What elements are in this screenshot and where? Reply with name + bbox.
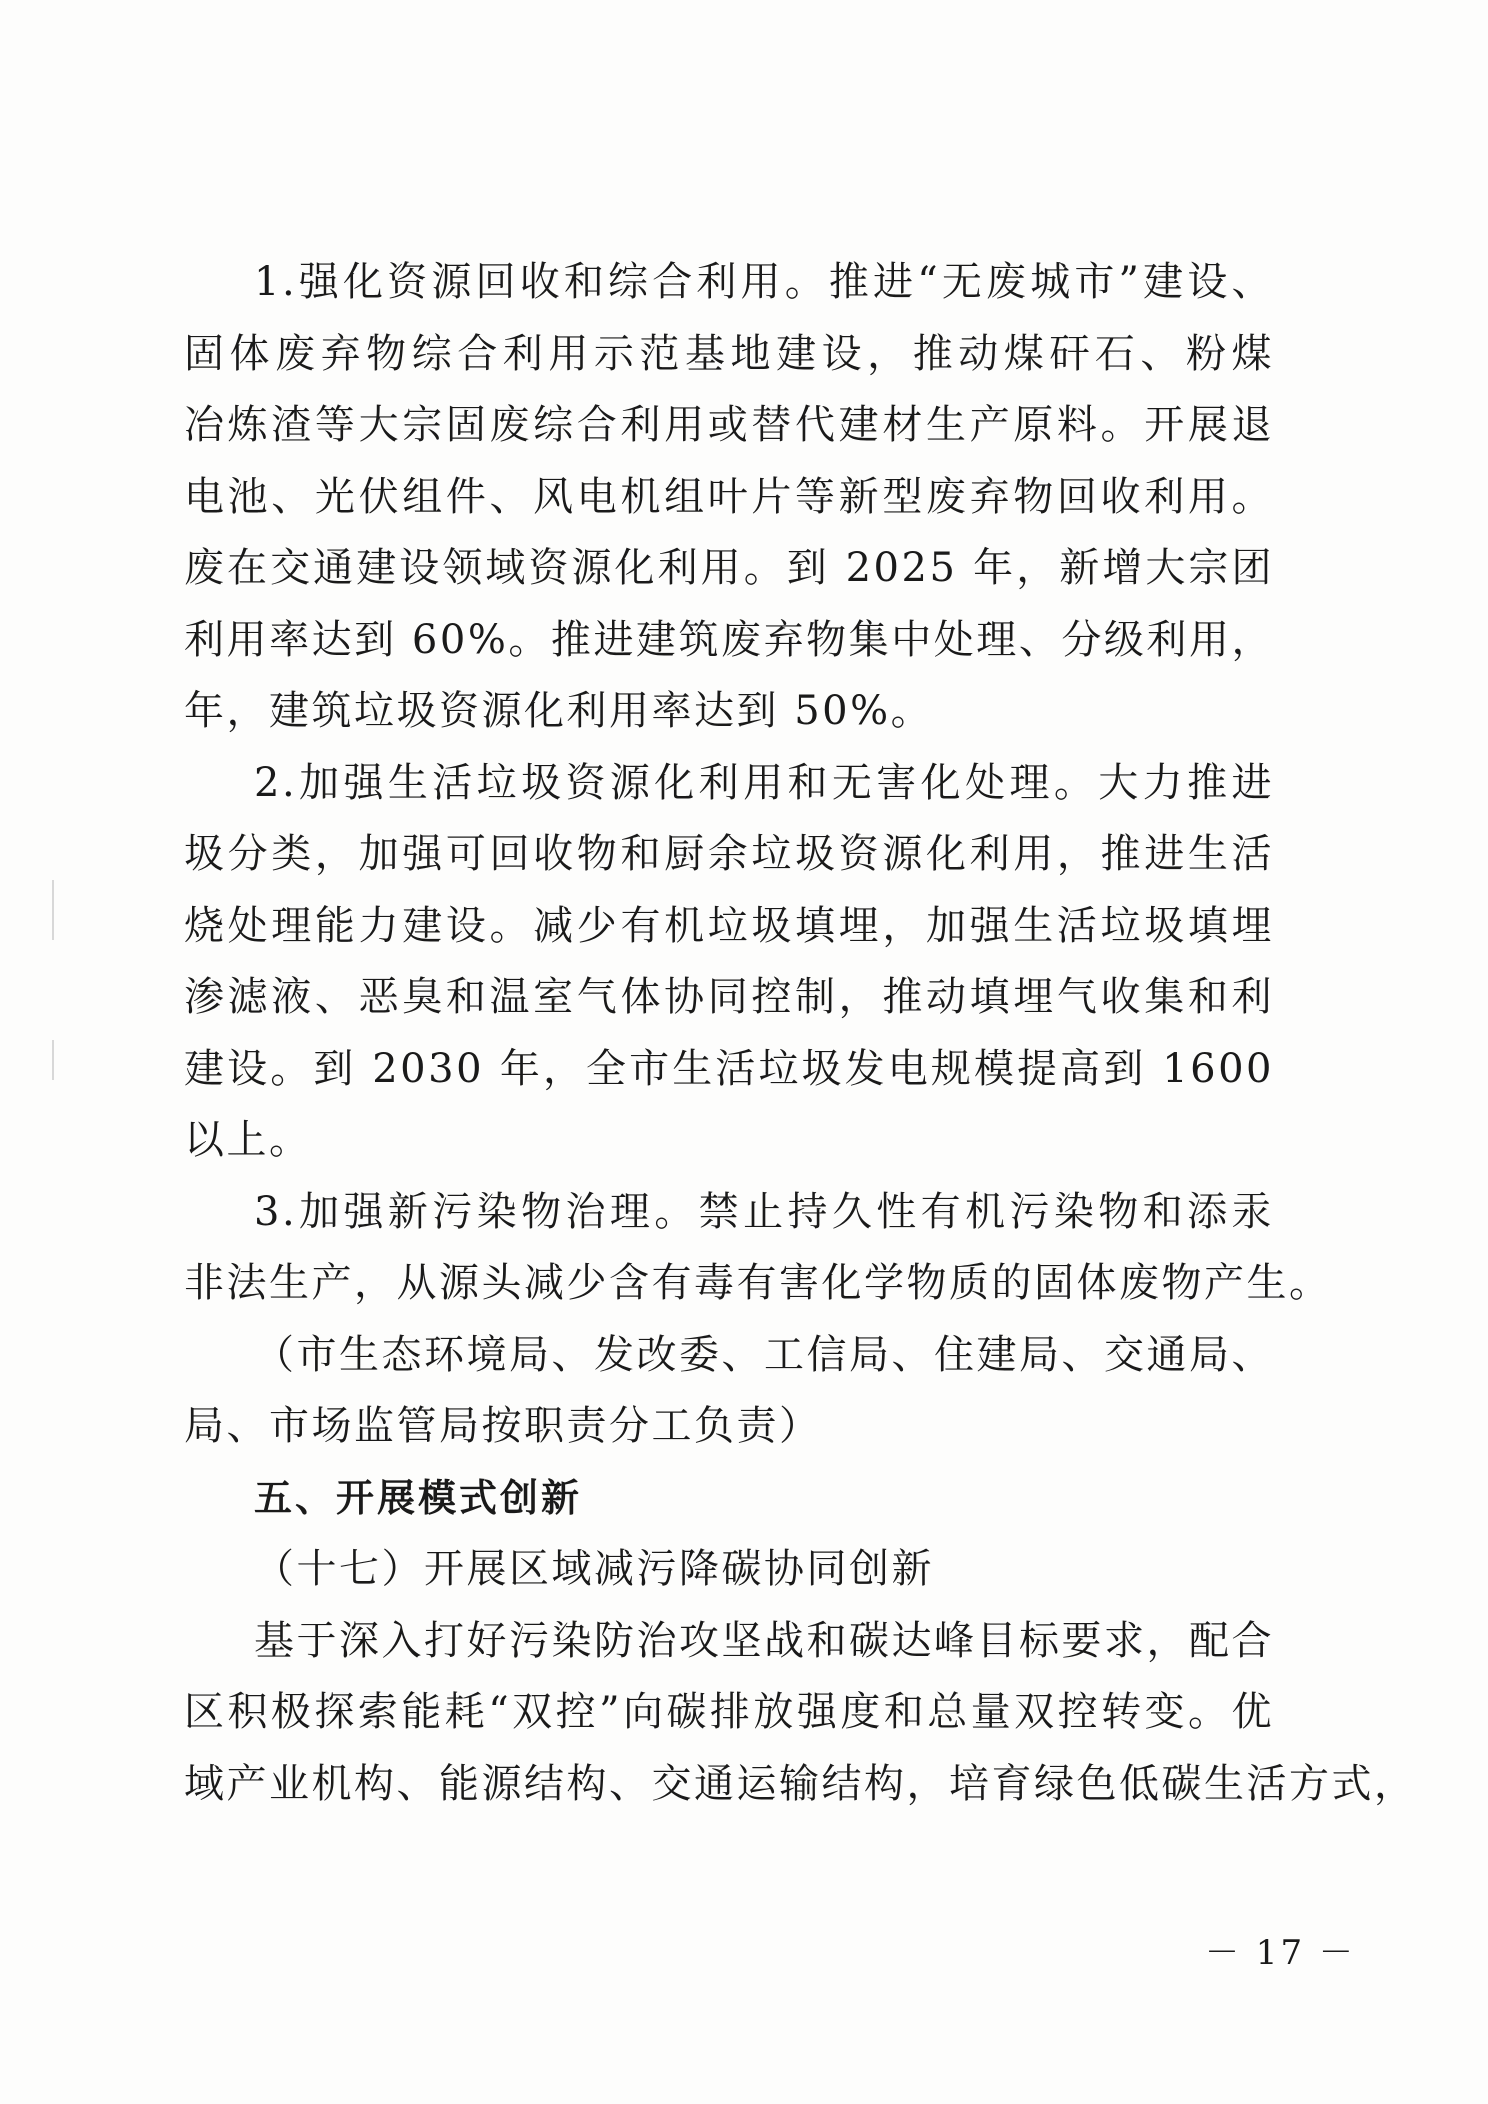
text-line: （十七）开展区域减污降碳协同创新 xyxy=(254,1546,934,1592)
paragraph xyxy=(184,1606,1417,1821)
text-line: 烧处理能力建设。减少有机垃圾填埋，加强生活垃圾填埋 xyxy=(184,902,1274,949)
text-line: 局、市场监管局按职责分工负责） xyxy=(184,1403,822,1449)
text-line: 建设。到 2030 年，全市生活垃圾发电规模提高到 1600 xyxy=(184,1045,1274,1092)
paragraph xyxy=(184,748,1274,1177)
text-line: （市生态环境局、发改委、工信局、住建局、交通局、 xyxy=(254,1331,1274,1378)
text-line: 固体废弃物综合利用示范基地建设，推动煤矸石、粉煤 xyxy=(184,330,1274,377)
page-number: － 17 － xyxy=(1205,1933,1356,1973)
text-line: 利用率达到 60%。推进建筑废弃物集中处理、分级利用， xyxy=(184,616,1274,663)
text-line: 渗滤液、恶臭和温室气体协同控制，推动填埋气收集和利 xyxy=(184,974,1274,1020)
text-line: 以上。 xyxy=(184,1117,312,1163)
text-line: 废在交通建设领域资源化利用。到 2025 年，新增大宗团 xyxy=(184,545,1274,591)
text-line: 基于深入打好污染防治攻坚战和碳达峰目标要求，配合 xyxy=(254,1617,1274,1664)
paragraph xyxy=(184,1320,1274,1463)
scan-edge-mark xyxy=(52,1040,54,1080)
text-line: 年，建筑垃圾资源化利用率达到 50%。 xyxy=(184,688,934,734)
scan-edge-mark xyxy=(52,880,54,940)
text-line: 1.强化资源回收和综合利用。推进“无废城市”建设、 xyxy=(254,259,1274,305)
text-line: 五、开展模式创新 xyxy=(254,1475,583,1520)
text-line: 圾分类，加强可回收物和厨余垃圾资源化利用，推进生活 xyxy=(184,831,1274,877)
text-line: 冶炼渣等大宗固废综合利用或替代建材生产原料。开展退 xyxy=(184,402,1274,448)
text-line: 域产业机构、能源结构、交通运输结构，培育绿色低碳生活方式， xyxy=(184,1760,1417,1807)
text-line: 2.加强生活垃圾资源化利用和无害化处理。大力推进 xyxy=(254,759,1274,806)
text-line: 区积极探索能耗“双控”向碳排放强度和总量双控转变。优 xyxy=(184,1689,1274,1735)
paragraph xyxy=(184,1534,1274,1606)
document-body xyxy=(184,247,1417,1820)
paragraph xyxy=(184,1177,1332,1320)
paragraph xyxy=(184,247,1274,748)
section-heading xyxy=(184,1463,1274,1535)
text-line: 电池、光伏组件、风电机组叶片等新型废弃物回收利用。 xyxy=(184,473,1274,520)
text-line: 3.加强新污染物治理。禁止持久性有机污染物和添汞 xyxy=(254,1188,1274,1235)
text-line: 非法生产，从源头减少含有毒有害化学物质的固体废物产生。 xyxy=(184,1260,1332,1306)
